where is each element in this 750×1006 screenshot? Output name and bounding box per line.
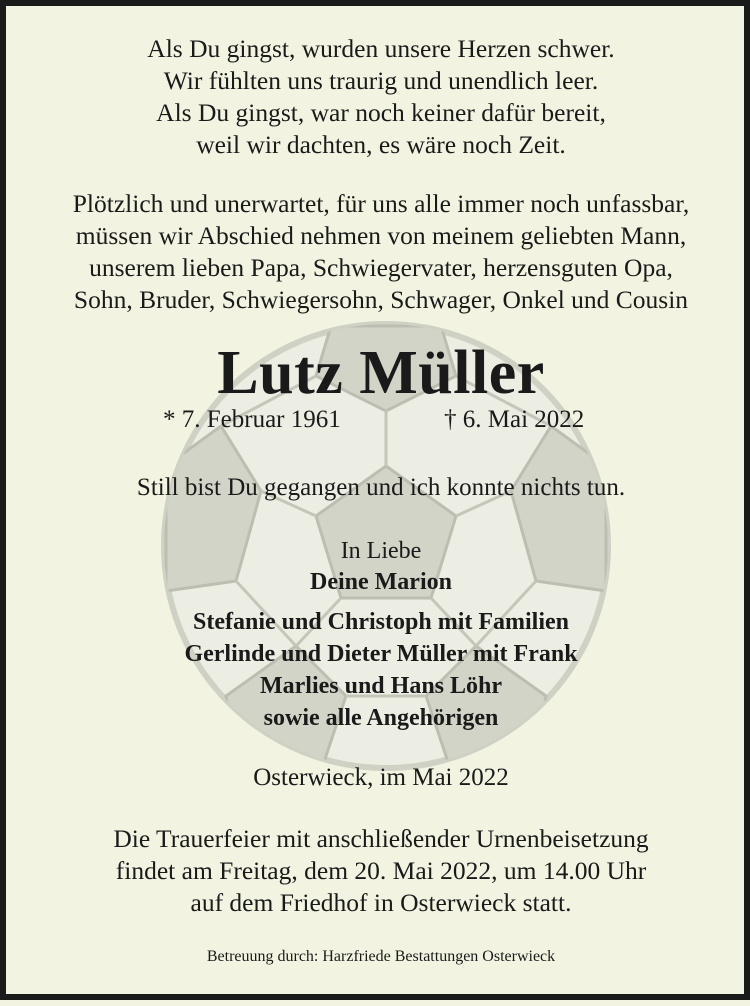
poem-line: Als Du gingst, war noch keiner dafür bereit, (156, 98, 606, 127)
service-line: findet am Freitag, dem 20. Mai 2022, um 14.00 Uhr (115, 856, 647, 885)
obituary-content (6, 6, 750, 1006)
funeral-home-credit: Betreuung durch: Harzfriede Bestattungen Osterwieck (206, 948, 556, 965)
mourner-family: sowie alle Angehörigen (263, 705, 499, 731)
mourners-intro: In Liebe (340, 538, 422, 564)
mourner-family: Stefanie und Christoph mit Familien (192, 609, 570, 635)
service-line: auf dem Friedhof in Osterwieck statt. (190, 888, 572, 917)
mourner-family: Marlies und Hans Löhr (259, 673, 503, 699)
service-line: Die Trauerfeier mit anschließender Urnenbeisetzung (113, 824, 649, 853)
place-date: Osterwieck, im Mai 2022 (253, 764, 509, 791)
deceased-name: Lutz Müller (217, 339, 545, 407)
announcement-line: Plötzlich und unerwartet, für uns alle immer noch unfassbar, (72, 189, 690, 218)
announcement-line: müssen wir Abschied nehmen von meinem geliebten Mann, (75, 221, 687, 250)
farewell-quote: Still bist Du gegangen und ich konnte nichts tun. (136, 474, 626, 501)
mourner-spouse: Deine Marion (310, 569, 452, 595)
announcement-line: unserem lieben Papa, Schwiegervater, herzensguten Opa, (89, 253, 673, 282)
announcement-line: Sohn, Bruder, Schwiegersohn, Schwager, Onkel und Cousin (73, 285, 689, 314)
poem-line: Wir fühlten uns traurig und unendlich leer. (163, 66, 599, 95)
birth-date: * 7. Februar 1961 (163, 406, 341, 433)
mourner-family: Gerlinde und Dieter Müller mit Frank (184, 641, 578, 667)
death-date: † 6. Mai 2022 (444, 406, 585, 433)
poem-line: weil wir dachten, es wäre noch Zeit. (196, 130, 566, 159)
poem-line: Als Du gingst, wurden unsere Herzen schwer. (147, 34, 615, 63)
